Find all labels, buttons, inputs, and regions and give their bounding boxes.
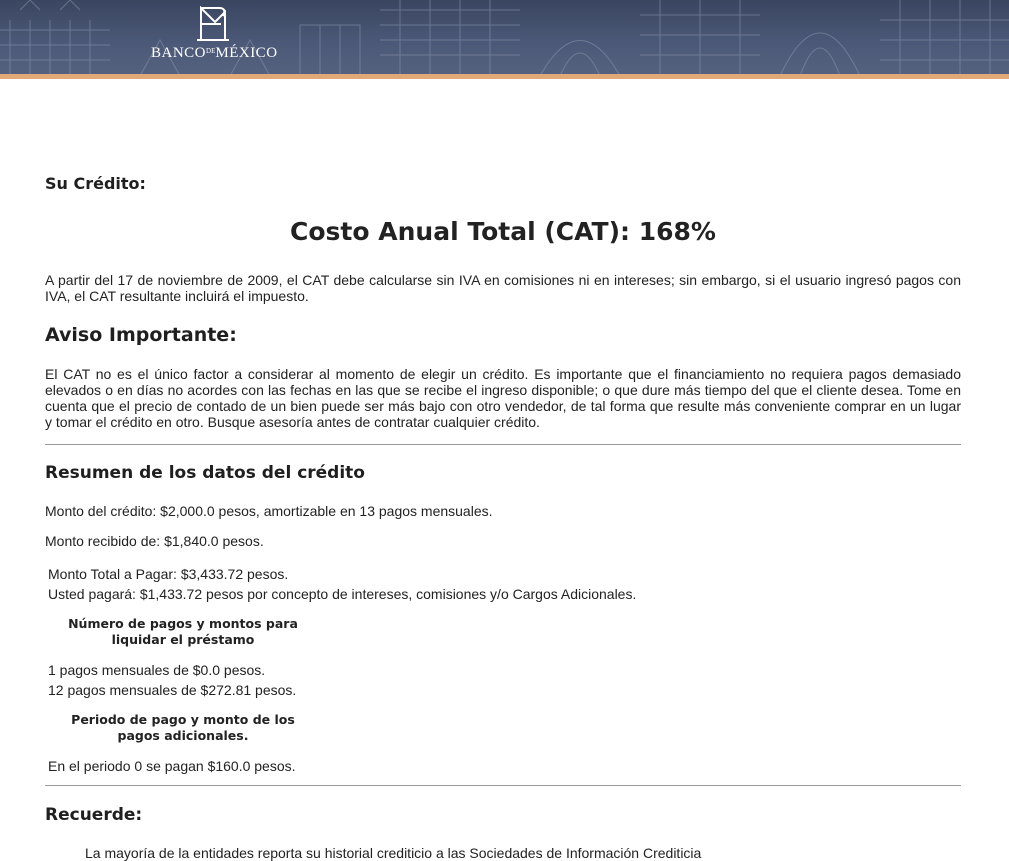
remember-item: La mayoría de la entidades reporta su historial crediticio a las Sociedades de Información Crediticia — [85, 845, 702, 861]
divider — [45, 785, 961, 786]
payment-line: 1 pagos mensuales de $0.0 pesos. — [48, 662, 266, 678]
total-to-pay: Monto Total a Pagar: $3,433.72 pesos. — [48, 566, 289, 582]
period-line: En el periodo 0 se pagan $160.0 pesos. — [48, 758, 296, 774]
credit-amount: Monto del crédito: $2,000.0 pesos, amortizable en 13 pagos mensuales. — [45, 503, 493, 519]
payments-heading: Número de pagos y montos para liquidar el préstamo — [68, 616, 298, 647]
banxico-logo[interactable] — [151, 6, 278, 72]
header-banner — [0, 0, 1009, 76]
section-label-su-credito: Su Crédito: — [45, 174, 146, 193]
received-amount: Monto recibido de: $1,840.0 pesos. — [45, 533, 264, 549]
interest-total: Usted pagará: $1,433.72 pesos por concepto de intereses, comisiones y/o Cargos Adicionales. — [48, 586, 637, 602]
divider — [45, 444, 961, 445]
iva-note: A partir del 17 de noviembre de 2009, el CAT debe calcularse sin IVA en comisiones ni en intereses; sin embargo, si el usuario ingresó pagos con IVA, el CAT resultante incluirá el impuesto. — [45, 272, 961, 304]
remember-title: Recuerde: — [45, 805, 143, 825]
banxico-emblem-icon — [193, 6, 233, 42]
logo-text: $BANCO^{DE}MÉXICO$ — [151, 45, 278, 61]
notice-text: El CAT no es el único factor a considerar al momento de elegir un crédito. Es importante que el financiamiento no requiera pagos demasiado elevados o en días no acordes con las fechas en las que se recibe el ingreso disponible; o que dure más tiempo del que el cliente desea. Tome en cuenta que el precio de contado de un bien puede ser más bajo con otro vendedor, de tal forma que resulte más conveniente comprar en un lugar y tomar el crédito en otro. Busque asesoría antes de contratar cualquier crédito. — [45, 366, 961, 430]
summary-title: Resumen de los datos del crédito — [45, 463, 365, 483]
cat-title: Costo Anual Total (CAT): 168% — [290, 217, 716, 246]
header-stripe — [0, 74, 1009, 79]
period-heading: Periodo de pago y monto de los pagos adicionales. — [71, 712, 295, 743]
notice-title: Aviso Importante: — [45, 324, 237, 346]
payment-line: 12 pagos mensuales de $272.81 pesos. — [48, 682, 297, 698]
